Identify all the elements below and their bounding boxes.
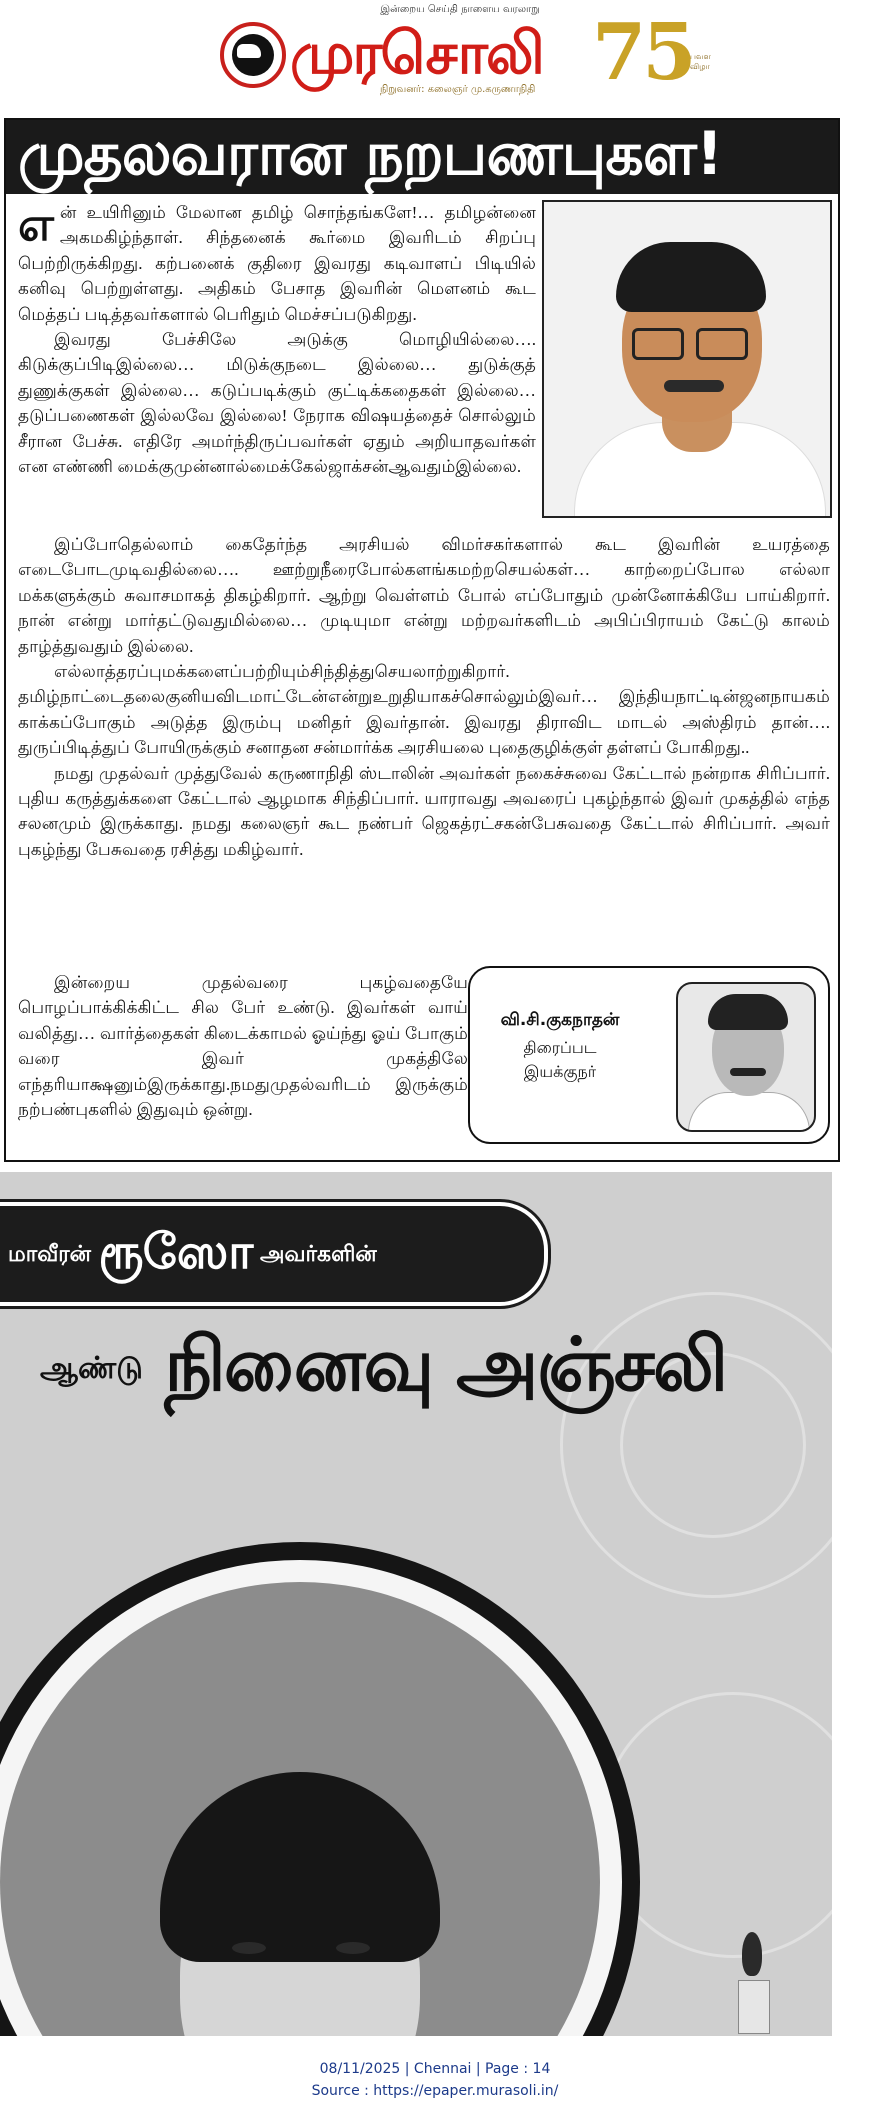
chief-minister-photo [542,200,832,518]
drop-cap: எ [18,197,54,251]
article-body [18,532,830,862]
page-footer [0,2058,870,2102]
paragraph-5: நமது முதல்வர் முத்துவேல் கருணாநிதி ஸ்டாலின் அவர்கள் நகைச்சுவை கேட்டால் நன்றாக சிரிப்பார். புதிய கருத்துக்களை கேட்டால் ஆழமாக சிந்திப்பார். யாராவது அவரைப் புகழ்ந்தால் இவர் முகத்தில் எந்த சலனமும் இருக்காது. நமது கலைஞர் கூட நண்பர் ஜெகத்ரட்சகன்பேசுவதை கேட்டால் சிரிப்பார். அவர் புகழ்ந்து பேசுவதை ரசித்து மகிழ்வார். [18,763,830,859]
memorial-title-big: நினைவு அஞ்சலி [164,1322,727,1408]
author-role-line1: திரைப்பட [523,1038,597,1057]
newspaper-logo: முரசொலி [290,19,543,87]
banner-prefix: மாவீரன் [8,1242,91,1267]
memorial-title-small: ஆண்டு [40,1350,143,1386]
paragraph-1: என் உயிரினும் மேலான தமிழ் சொந்தங்களே!… தமிழன்னை அகமகிழ்ந்தாள். சிந்தனைக் கூர்மை இவரிடம் சிறப்பு பெற்றிருக்கிறது. கற்பனைக் குதிரை இவரது கடிவாளப் பிடியில் கனிவு பெற்றுள்ளது. அதிகம் பேசாத இவரின் மௌனம் கூட மெத்தப் படித்தவர்களால் பெரிதும் மெச்சப்படுகிறது. [18,197,536,324]
party-emblem-icon [220,22,286,88]
headline-bar [6,120,838,194]
memorial-banner [0,1202,548,1306]
author-name: வி.சி.குகநாதன் [500,1010,620,1030]
memorial-title [40,1322,726,1418]
source-link[interactable]: Source : https://epaper.murasoli.in/ [311,2083,559,2099]
article-headline: முதலவரான நறபணபுகள! [18,120,723,189]
anniversary-subtext: பவள விழா [690,52,711,71]
anniversary-badge: 75 [592,7,693,98]
banner-name: ரூஸோ [98,1224,253,1280]
article-intro [18,197,536,479]
paragraph-3: இப்போதெல்லாம் கைதேர்ந்த அரசியல் விமர்சகர்களால் கூட இவரின் உயரத்தை எடைபோடமுடிவதில்லை…. ஊற்றுநீரைபோல்களங்கமற்றசெயல்கள்… காற்றைப்போல எல்லா மக்களுக்கும் சுவாசமாகத் திகழ்கிறார். ஆற்று வெள்ளம் போல் எப்போதும் முன்னோக்கியே பாய்கிறார். நான் என்று மார்தட்டுவதுமில்லை… முடியுமா என்று மற்றவர்களிடம் அபிப்பிராயம் கேட்டு காலம் தாழ்த்துவதும் இல்லை. [18,535,830,656]
paragraph-2: இவரது பேச்சிலே அடுக்கு மொழியில்லை…. கிடுக்குப்பிடிஇல்லை… மிடுக்குநடை இல்லை… துடுக்குத் துணுக்குகள் இல்லை… கடுப்படிக்கும் குட்டிக்கதைகள் இல்லை… தடுப்பணைகள் இல்லவே இல்லை! நேராக விஷயத்தைச் சொல்லும் சீரான பேச்சு. எதிரே அமர்ந்திருப்பவர்கள் ஏதும் அறியாதவர்கள் என எண்ணி மைக்குமுன்னால்மைக்கேல்ஜாக்சன்ஆவதும்இல்லை. [18,330,536,477]
paragraph-4: எல்லாத்தரப்புமக்களைப்பற்றியும்சிந்தித்துசெயலாற்றுகிறார். தமிழ்நாட்டைதலைகுனியவிடமாட்டேன்என்றுஉறுதியாகச்சொல்லும்இவர்… இந்தியநாட்டின்ஜனநாயகம் காக்கப்போகும் அடுத்த இரும்பு மனிதர் இவர்தான். இவரது திராவிட மாடல் அஸ்திரம் தான்…. துருப்பிடித்துப் போயிருக்கும் சனாதன சன்மார்க்க அரசியலை புதைகுழிக்குள் தள்ளப் போகிறது.. [18,662,830,758]
candle-icon [730,1932,776,2032]
masthead-subtag: நிறுவனர்: கலைஞர் மு.கருணாநிதி [380,84,536,95]
memorial-advertisement [0,1172,832,2036]
author-role-line2: இயக்குநர் [523,1062,597,1081]
masthead [0,0,870,110]
author-photo [676,982,816,1132]
article [4,118,840,1162]
author-byline [468,966,830,1144]
paragraph-6: இன்றைய முதல்வரை புகழ்வதையே பொழப்பாக்கிக்கிட்ட சில பேர் உண்டு. இவர்கள் வாய் வலித்து… வார்த்தைகள் கிடைக்காமல் ஓய்ந்து ஓய் போகும் வரை இவர் முகத்திலே எந்தரியாக்ஷனும்இருக்காது.நமதுமுதல்வரிடம் இருக்கும் நற்பண்புகளில் இதுவும் ஒன்று. [18,973,468,1120]
edition-info: 08/11/2025 | Chennai | Page : 14 [319,2061,551,2077]
masthead-tagline: இன்றைய செய்தி நாளைய வரலாறு [380,4,540,15]
article-closing [18,970,468,1122]
banner-suffix: அவர்களின் [260,1242,377,1267]
